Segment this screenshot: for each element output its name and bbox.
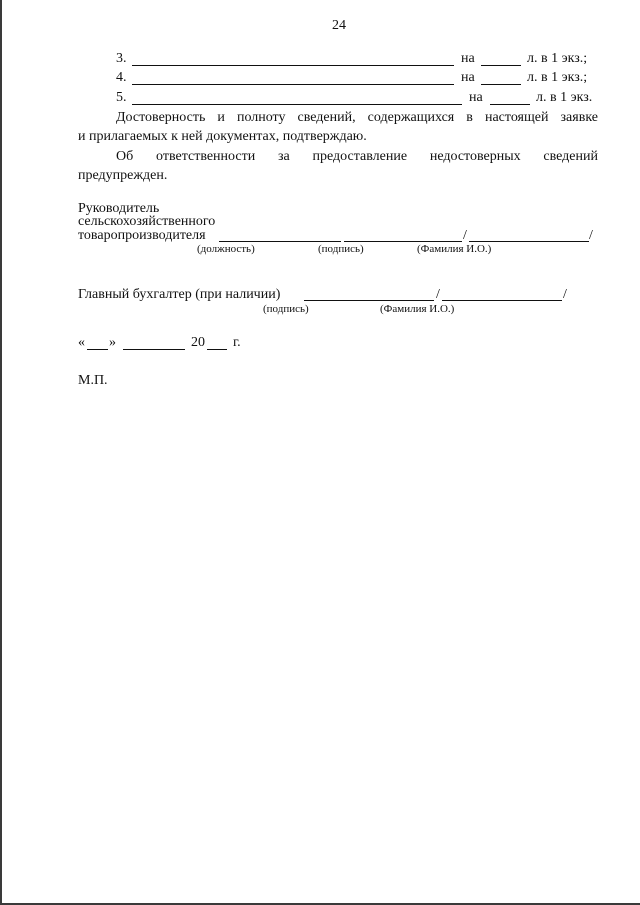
separator-slash: / xyxy=(463,228,467,243)
position-blank xyxy=(219,241,341,242)
list-item-na: на xyxy=(461,51,475,66)
list-item-na: на xyxy=(469,90,483,105)
document-name-blank xyxy=(132,65,454,66)
date-open-quote: « xyxy=(78,335,85,350)
year-prefix: 20 xyxy=(191,335,205,350)
document-name-blank xyxy=(132,104,462,105)
statement-line-1: Достоверность и полноту сведений, содержащихся в настоящей заявке xyxy=(116,110,598,125)
sheet-count-blank xyxy=(490,104,530,105)
statement-line-3: Об ответственности за предоставление недостоверных сведений xyxy=(116,149,598,164)
list-item-na: на xyxy=(461,70,475,85)
list-item-suffix: л. в 1 экз. xyxy=(536,90,593,105)
year-suffix: г. xyxy=(233,335,241,350)
name-blank xyxy=(469,241,589,242)
list-item-number: 5. xyxy=(116,90,127,105)
page-left-border xyxy=(0,0,2,905)
list-item-number: 4. xyxy=(116,70,127,85)
month-blank xyxy=(123,349,185,350)
signature-blank xyxy=(344,241,462,242)
separator-slash: / xyxy=(589,228,593,243)
stamp-label: М.П. xyxy=(78,373,108,388)
day-blank xyxy=(87,349,108,350)
statement-line-4: предупрежден. xyxy=(78,168,168,183)
caption-signature: (подпись) xyxy=(318,243,364,255)
caption-name: (Фамилия И.О.) xyxy=(417,243,492,255)
separator-slash: / xyxy=(436,287,440,302)
list-item-suffix: л. в 1 экз.; xyxy=(527,70,588,85)
statement-line-2: и прилагаемых к ней документах, подтверждаю. xyxy=(78,129,367,144)
name-blank xyxy=(442,300,562,301)
head-label-line-1: Руководитель xyxy=(78,201,160,216)
head-label-line-2: сельскохозяйственного xyxy=(78,214,216,229)
accountant-label: Главный бухгалтер (при наличии) xyxy=(78,287,281,302)
sheet-count-blank xyxy=(481,65,521,66)
separator-slash: / xyxy=(563,287,567,302)
caption-name: (Фамилия И.О.) xyxy=(380,303,455,315)
list-item-suffix: л. в 1 экз.; xyxy=(527,51,588,66)
document-name-blank xyxy=(132,84,454,85)
caption-position: (должность) xyxy=(197,243,255,255)
sheet-count-blank xyxy=(481,84,521,85)
page-number: 24 xyxy=(332,18,346,33)
signature-blank xyxy=(304,300,434,301)
caption-signature: (подпись) xyxy=(263,303,309,315)
year-blank xyxy=(207,349,227,350)
list-item-number: 3. xyxy=(116,51,127,66)
date-close-quote: » xyxy=(109,335,116,350)
head-label-line-3: товаропроизводителя xyxy=(78,228,206,243)
